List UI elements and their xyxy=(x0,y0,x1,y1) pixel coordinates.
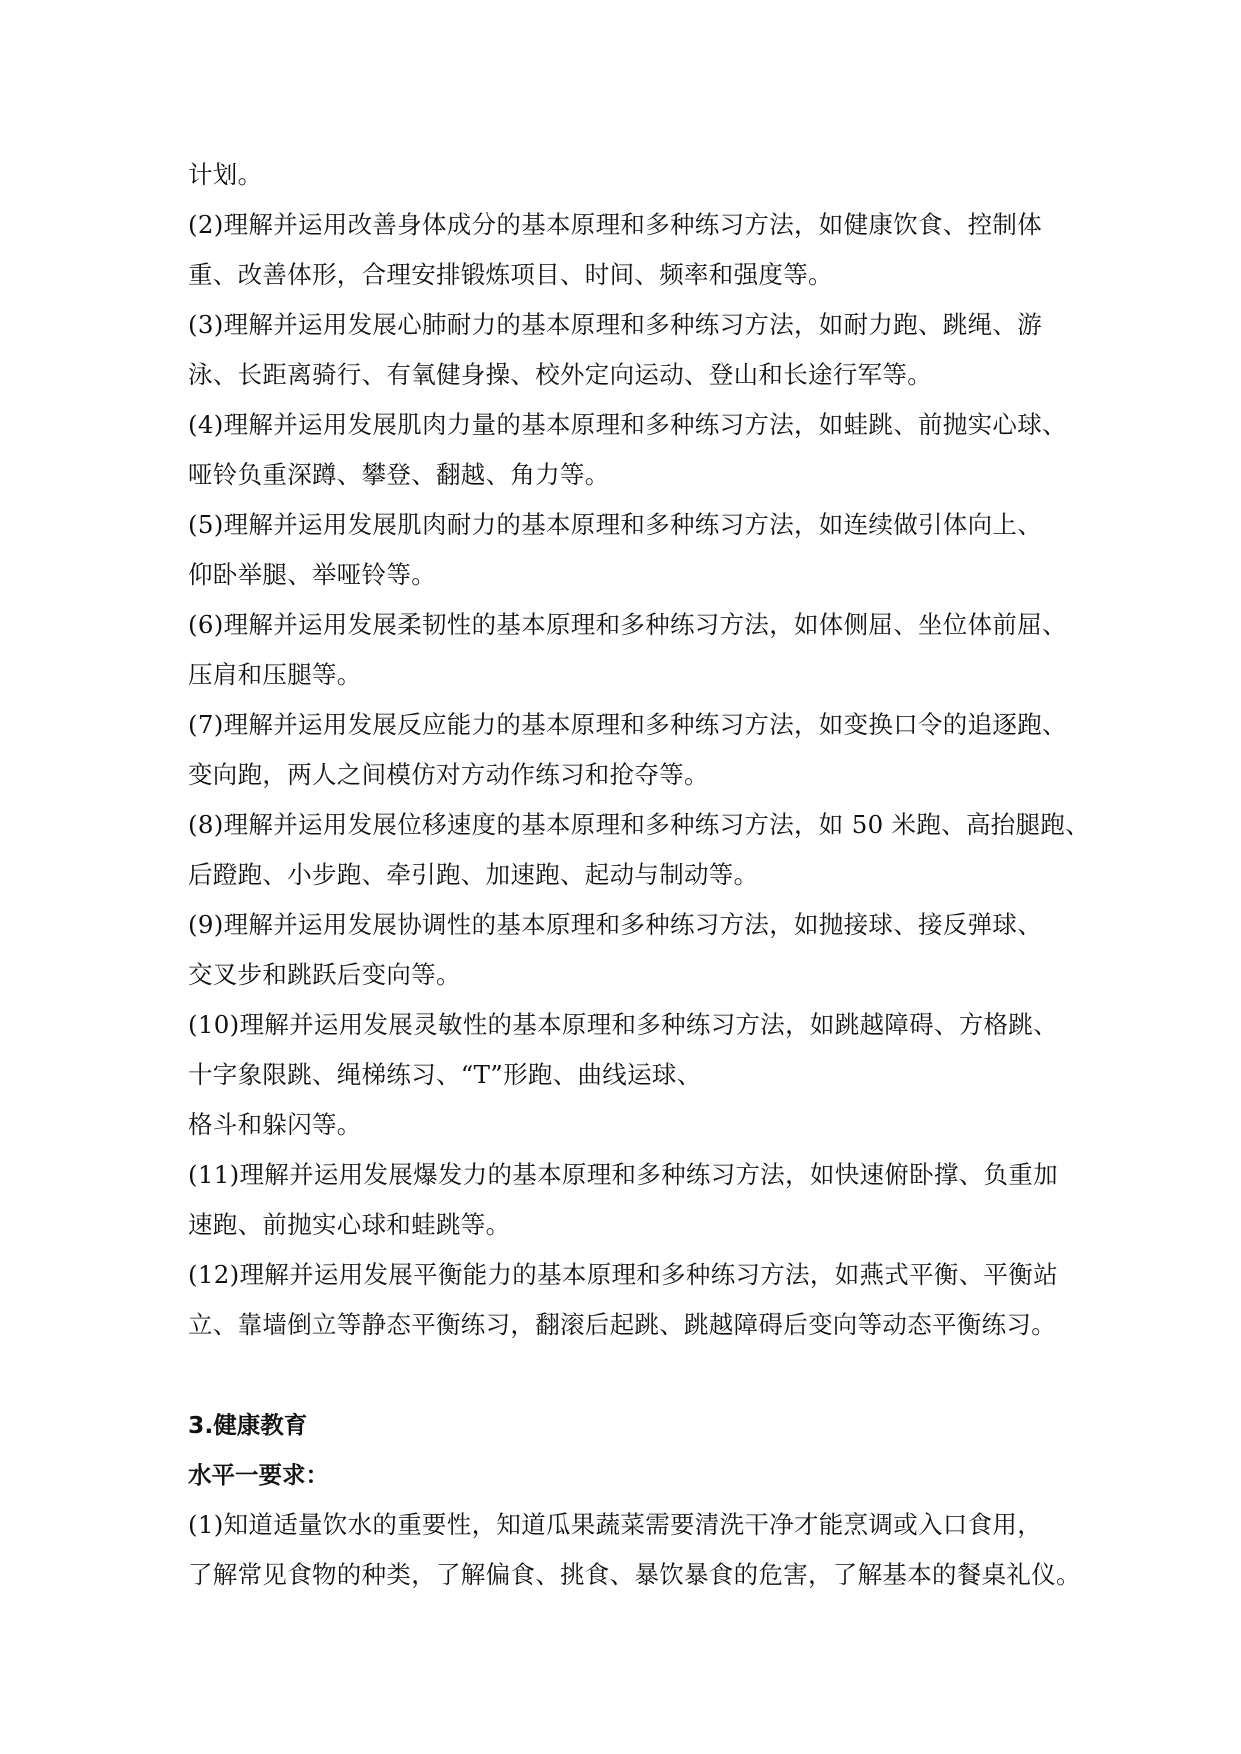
text-line: 交叉步和跳跃后变向等。 xyxy=(188,960,461,989)
text-line: 变向跑，两人之间模仿对方动作练习和抢夺等。 xyxy=(188,760,709,789)
text-line: 哑铃负重深蹲、攀登、翻越、角力等。 xyxy=(188,460,610,489)
text-line: 压肩和压腿等。 xyxy=(188,660,362,689)
text-line: 了解常见食物的种类，了解偏食、挑食、暴饮暴食的危害，了解基本的餐桌礼仪。 xyxy=(188,1560,1081,1589)
section-spacer xyxy=(188,1350,1068,1400)
text-line: (9)理解并运用发展协调性的基本原理和多种练习方法，如抛接球、接反弹球、 xyxy=(188,910,1043,939)
text-line: (12)理解并运用发展平衡能力的基本原理和多种练习方法，如燕式平衡、平衡站 xyxy=(188,1260,1058,1289)
text-line: 仰卧举腿、举哑铃等。 xyxy=(188,560,436,589)
section-heading: 3.健康教育 xyxy=(188,1411,308,1439)
text-line: 格斗和躲闪等。 xyxy=(188,1110,362,1139)
text-block-top xyxy=(188,150,1090,1350)
text-line: 重、改善体形，合理安排锻炼项目、时间、频率和强度等。 xyxy=(188,260,833,289)
text-block-bottom xyxy=(188,1500,1081,1600)
text-line: (4)理解并运用发展肌肉力量的基本原理和多种练习方法，如蛙跳、前抛实心球、 xyxy=(188,410,1067,439)
text-line: 泳、长距离骑行、有氧健身操、校外定向运动、登山和长途行军等。 xyxy=(188,360,932,389)
text-line: (2)理解并运用改善身体成分的基本原理和多种练习方法，如健康饮食、控制体 xyxy=(188,210,1043,239)
text-line: (1)知道适量饮水的重要性，知道瓜果蔬菜需要清洗干净才能烹调或入口食用， xyxy=(188,1510,1043,1539)
text-line: 十字象限跳、绳梯练习、“T”形跑、曲线运球、 xyxy=(188,1060,702,1089)
text-line: 后蹬跑、小步跑、牵引跑、加速跑、起动与制动等。 xyxy=(188,860,759,889)
text-line: (7)理解并运用发展反应能力的基本原理和多种练习方法，如变换口令的追逐跑、 xyxy=(188,710,1067,739)
text-line: (10)理解并运用发展灵敏性的基本原理和多种练习方法，如跳越障碍、方格跳、 xyxy=(188,1010,1058,1039)
subheading: 水平一要求： xyxy=(188,1461,329,1489)
document-page xyxy=(188,150,1090,1600)
text-line: (11)理解并运用发展爆发力的基本原理和多种练习方法，如快速俯卧撑、负重加 xyxy=(188,1160,1058,1189)
text-line: 立、靠墙倒立等静态平衡练习，翻滚后起跳、跳越障碍后变向等动态平衡练习。 xyxy=(188,1310,1056,1339)
text-line: (8)理解并运用发展位移速度的基本原理和多种练习方法，如 50 米跑、高抬腿跑、 xyxy=(188,810,1090,839)
text-line: 计划。 xyxy=(188,160,263,189)
text-line: (5)理解并运用发展肌肉耐力的基本原理和多种练习方法，如连续做引体向上、 xyxy=(188,510,1043,539)
text-line: 速跑、前抛实心球和蛙跳等。 xyxy=(188,1210,511,1239)
text-line: (6)理解并运用发展柔韧性的基本原理和多种练习方法，如体侧屈、坐位体前屈、 xyxy=(188,610,1067,639)
text-line: (3)理解并运用发展心肺耐力的基本原理和多种练习方法，如耐力跑、跳绳、游 xyxy=(188,310,1043,339)
